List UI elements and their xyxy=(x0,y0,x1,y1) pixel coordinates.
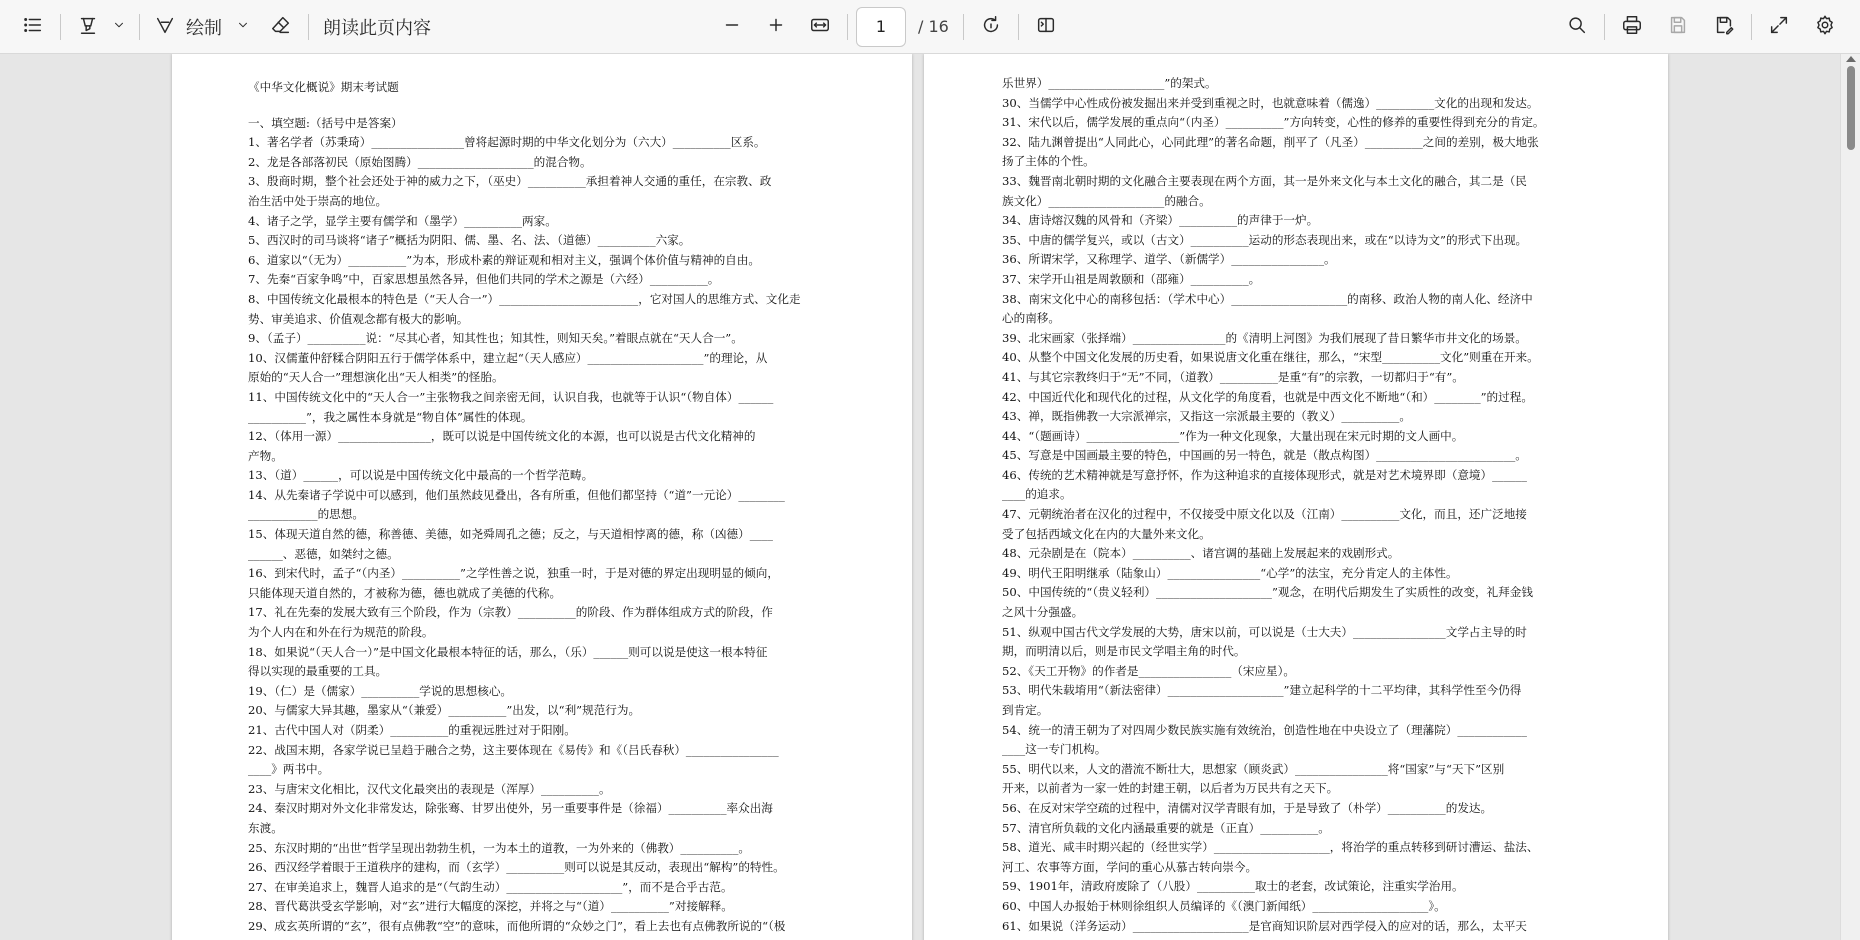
text-line: 49、明代王阳明继承（陆象山）________________“心学”的法宝，充分肯定人的主体性。 xyxy=(1002,565,1458,580)
text-line: 期，而明清以后，则是市民文学唱主角的时代。 xyxy=(1002,644,1246,659)
text-line: 12、（体用一源）________________，既可以说是中国传统文化的本源，也可以说是古代文化精神的 xyxy=(248,429,756,444)
text-line: 得以实现的最重要的工具。 xyxy=(248,664,388,679)
page-view-icon xyxy=(1035,14,1057,40)
chevron-down-icon xyxy=(112,17,126,36)
text-line: 38、南宋文化中心的南移包括：（学术中心）____________________的南移、政治人物的南人化、经济中 xyxy=(1002,291,1533,306)
vertical-scrollbar[interactable] xyxy=(1840,54,1860,940)
text-line: 61、如果说（洋务运动）____________________是官商知识阶层对西学侵入的应对的话，那么，太平天 xyxy=(1002,918,1527,933)
highlighter-icon xyxy=(77,14,99,40)
toolbar-divider xyxy=(308,14,309,40)
text-line: 原始的“天人合一”理想演化出“天人相类”的怪胎。 xyxy=(248,370,504,385)
pdf-page-1 xyxy=(172,54,912,940)
save-as-icon xyxy=(1713,14,1735,40)
text-line: 24、秦汉时期对外文化非常发达，除张骞、甘罗出使外，另一重要事件是（徐福）__________率众出海 xyxy=(248,801,773,816)
text-line: 35、中唐的儒学复兴，或以（古文）__________运动的形态表现出来，或在“以诗为文”的形式下出现。 xyxy=(1002,232,1528,247)
draw-options-button[interactable] xyxy=(228,8,258,46)
text-line: 产物。 xyxy=(248,448,283,463)
text-line: 乐世界）____________________”的架式。 xyxy=(1002,76,1217,90)
text-line: 22、战国末期，各家学说已呈趋于融合之势，这主要体现在《易传》和《（吕氏春秋）________________ xyxy=(248,742,779,757)
read-aloud-label: 朗读此页内容 xyxy=(323,17,431,39)
text-line: 21、古代中国人对（阴柔）__________的重视远胜过对于阳刚。 xyxy=(248,723,576,737)
eraser-icon xyxy=(270,14,292,40)
text-line: 51、纵观中国古代文学发展的大势，唐宋以前，可以说是（士大夫）________________文学占主导的时 xyxy=(1002,624,1527,639)
text-line: 16、到宋代时，孟子“（内圣）__________”之学性善之说，独重一时，于是对德的界定出现明显的倾向， xyxy=(248,566,779,581)
text-line: 13、（道）______，可以说是中国传统文化中最高的一个哲学范畴。 xyxy=(248,468,594,483)
document-viewer[interactable] xyxy=(0,54,1840,940)
text-line: 55、明代以来，人文的潜流不断壮大，思想家（顾炎武）________________将“国家”与“天下”区别 xyxy=(1002,761,1505,776)
save-as-button[interactable] xyxy=(1705,8,1743,46)
text-line: 48、元杂剧是在（院本）__________、诸宫调的基础上发展起来的戏剧形式。 xyxy=(1002,546,1400,561)
zoom-out-button[interactable] xyxy=(713,8,751,46)
spacer xyxy=(248,98,854,114)
text-line: 族文化）____________________的融合。 xyxy=(1002,193,1211,208)
read-aloud-button[interactable] xyxy=(317,8,437,46)
text-line: 开来，以前者为一家一姓的封建王朝，以后者为万民共有之天下。 xyxy=(1002,781,1339,796)
text-line: 17、礼在先秦的发展大致有三个阶段，作为（宗教）__________的阶段、作为群体组成方式的阶段，作 xyxy=(248,605,773,620)
print-button[interactable] xyxy=(1613,8,1651,46)
text-line: 扬了主体的个性。 xyxy=(1002,154,1095,169)
search-icon xyxy=(1566,14,1588,40)
draw-button[interactable] xyxy=(148,8,228,46)
toolbar-divider xyxy=(1018,14,1019,40)
text-line: 44、“（题画诗）________________”作为一种文化现象，大量出现在宋元时期的文人画中。 xyxy=(1002,428,1464,443)
scroll-up-icon[interactable] xyxy=(1846,56,1856,62)
text-line: 只能体现天道自然的，才被称为德，德也就成了美德的代称。 xyxy=(248,585,562,600)
text-line: ______、恶德，如桀纣之德。 xyxy=(248,546,399,561)
text-line: 15、体现天道自然的德，称善德、美德，如尧舜周孔之德；反之，与天道相悖离的德，称（凶德）____ xyxy=(248,527,773,542)
text-line: 33、魏晋南北朝时期的文化融合主要表现在两个方面，其一是外来文化与本土文化的融合，其二是（民 xyxy=(1002,173,1527,188)
text-line: 受了包括西域文化在内的大量外来文化。 xyxy=(1002,526,1211,541)
text-line: 39、北宋画家（张择端）________________的《清明上河图》为我们展现了昔日繁华市井文化的场景。 xyxy=(1002,330,1527,345)
toolbar-divider xyxy=(139,14,140,40)
text-line: 8、中国传统文化最根本的特色是（“天人合一”）________________________，它对国人的思维方式、文化走 xyxy=(248,291,801,306)
draw-label: 绘制 xyxy=(186,17,222,39)
text-line: 50、中国传统的“（贵义轻利）____________________”观念，在明代后期发生了实质性的改变，礼拜金钱 xyxy=(1002,585,1533,600)
text-line: 30、当儒学中心性成份被发掘出来并受到重视之时，也就意味着（儒逸）__________文化的出现和发达。 xyxy=(1002,95,1539,110)
print-icon xyxy=(1621,14,1643,40)
highlight-button[interactable] xyxy=(69,8,107,46)
text-line: 9、（孟子）__________说：“尽其心者，知其性也；知其性，则知天矣。”着眼点就在“天人合一”。 xyxy=(248,331,743,346)
text-line: 14、从先秦诸子学说中可以感到，他们虽然歧见叠出，各有所重，但他们都坚持（“道”一元论）________ xyxy=(248,487,785,502)
highlight-options-button[interactable] xyxy=(107,8,131,46)
rotate-icon xyxy=(980,14,1002,40)
text-line: 53、明代朱载堉用“（新法密律）____________________”建立起科学的十二平均律，其科学性至今仍得 xyxy=(1002,683,1522,698)
chevron-down-icon xyxy=(236,17,250,36)
text-line: ____________的思想。 xyxy=(248,507,364,522)
text-line: 一、填空题:（括号中是答案） xyxy=(248,115,403,130)
toolbar-divider xyxy=(847,14,848,40)
text-line: ____这一专门机构。 xyxy=(1002,742,1107,757)
text-line: ____》两书中。 xyxy=(248,762,330,777)
text-line: 60、中国人办报始于林则徐组织人员编译的《（澳门新闻纸）____________________》。 xyxy=(1002,898,1446,913)
text-line: 3、殷商时期，整个社会还处于神的威力之下，（巫史）__________承担着神人交通的重任，在宗教、政 xyxy=(248,174,772,189)
save-button[interactable] xyxy=(1659,8,1697,46)
text-line: 势、审美追求、价值观念都有极大的影响。 xyxy=(248,311,469,326)
zoom-in-button[interactable] xyxy=(757,8,795,46)
text-line: 4、诸子之学，显学主要有儒学和（墨学）__________两家。 xyxy=(248,213,557,228)
text-line: 2、龙是各部落初民（原始图腾）____________________的混合物。 xyxy=(248,154,592,169)
text-line: 23、与唐宋文化相比，汉代文化最突出的表现是（浑厚）__________。 xyxy=(248,781,611,796)
text-line: 41、与其它宗教终归于“无”不同，（道教）__________是重“有”的宗教，一切都归于“有”。 xyxy=(1002,369,1464,384)
erase-button[interactable] xyxy=(262,8,300,46)
text-line: 26、西汉经学着眼于王道秩序的建构，而（玄学）__________则可以说是其反动，表现出“解构”的特性。 xyxy=(248,860,785,875)
text-line: 之风十分强盛。 xyxy=(1002,605,1084,620)
toolbar-divider xyxy=(963,14,964,40)
text-line: 56、在反对宋学空疏的过程中，清儒对汉学青眼有加，于是导致了（朴学）__________的发达。 xyxy=(1002,800,1493,815)
text-line: 为个人内在和外在行为规范的阶段。 xyxy=(248,625,434,640)
save-icon xyxy=(1667,14,1689,40)
minus-icon xyxy=(721,14,743,40)
rotate-button[interactable] xyxy=(972,8,1010,46)
page-number-input[interactable] xyxy=(856,7,906,47)
text-line: 45、写意是中国画最主要的特色，中国画的另一特色，就是（散点构图）________________________。 xyxy=(1002,448,1527,463)
text-line: 10、汉儒董仲舒糅合阴阳五行于儒学体系中，建立起“（天人感应）____________________”的理论，从 xyxy=(248,350,768,365)
text-line: 54、统一的清王朝为了对四周少数民族实施有效统治，创造性地在中央设立了（理藩院）____________ xyxy=(1002,722,1527,737)
settings-button[interactable] xyxy=(1806,8,1844,46)
search-button[interactable] xyxy=(1558,8,1596,46)
text-line: 58、道光、咸丰时期兴起的（经世实学）____________________，将治学的重点转移到研讨漕运、盐法、 xyxy=(1002,840,1539,855)
text-line: 到肯定。 xyxy=(1002,703,1049,717)
text-line: 河工、农事等方面，学问的重心从慕古转向崇今。 xyxy=(1002,859,1258,874)
text-line: 18、如果说“（天人合一）”是中国文化最根本特征的话，那么，（乐）______则可以说是使这一根本特征 xyxy=(248,644,768,659)
text-line: 47、元朝统治者在汉化的过程中，不仅接受中原文化以及（江南）__________文化，而且，还广泛地接 xyxy=(1002,507,1527,522)
text-line: 43、禅，既指佛教一大宗派禅宗，又指这一宗派最主要的（教义）__________。 xyxy=(1002,409,1411,424)
text-line: 46、传统的艺术精神就是写意抒怀，作为这种追求的直接体现形式，就是对艺术境界即（意境）______ xyxy=(1002,467,1527,482)
text-line: 28、晋代葛洪受玄学影响，对“玄”进行大幅度的深挖，并将之与“（道）__________”对接解释。 xyxy=(248,899,733,914)
page-2-text xyxy=(1002,74,1610,936)
page-total-label: / 16 xyxy=(918,17,949,36)
text-line: 1、著名学者（苏秉琦）________________曾将起源时期的中华文化划分为（六大）__________区系。 xyxy=(248,135,766,150)
plus-icon xyxy=(765,14,787,40)
gear-icon xyxy=(1814,14,1836,40)
text-line: 6、道家以“（无为）__________”为本，形成朴素的辩证观和相对主义，强调个体价值与精神的自由。 xyxy=(248,252,760,267)
pen-icon xyxy=(154,14,176,40)
document-title: 《中华文化概说》期末考试题 xyxy=(248,80,399,94)
text-line: 34、唐诗熔汉魏的风骨和（齐梁）__________的声律于一炉。 xyxy=(1002,213,1319,228)
text-line: 心的南移。 xyxy=(1002,311,1060,326)
text-line: 20、与儒家大异其趣，墨家从“（兼爱）__________”出发，以“利”规范行为。 xyxy=(248,703,641,718)
list-icon xyxy=(22,14,44,40)
scroll-thumb[interactable] xyxy=(1847,66,1855,150)
pdf-toolbar xyxy=(0,0,1860,54)
text-line: 25、东汉时期的“出世”哲学呈现出勃勃生机，一为本土的道教，一为外来的（佛教）__________。 xyxy=(248,840,750,855)
text-line: 32、陆九渊曾提出“人同此心，心同此理”的著名命题，削平了（凡圣）__________之间的差别，极大地张 xyxy=(1002,134,1539,149)
text-line: __________”，我之属性本身就是“物自体”属性的体现。 xyxy=(248,409,533,424)
expand-icon xyxy=(1768,14,1790,40)
text-line: 42、中国近代化和现代化的过程，从文化学的角度看，也就是中西文化不断地“（和）________”的过程。 xyxy=(1002,389,1533,404)
contents-button[interactable] xyxy=(14,8,52,46)
text-line: 40、从整个中国文化发展的历史看，如果说唐文化重在继往，那么，“宋型__________文化”则重在开来。 xyxy=(1002,350,1539,365)
page-1-text xyxy=(248,114,854,937)
text-line: 59、1901年，清政府废除了（八股）__________取士的老套，改试策论，注重实学治用。 xyxy=(1002,879,1464,894)
text-line: 7、先秦“百家争鸣”中，百家思想虽然各异，但他们共同的学术之源是（六经）__________。 xyxy=(248,272,720,287)
toolbar-divider xyxy=(60,14,61,40)
text-line: 11、中国传统文化中的“天人合一”主张物我之间亲密无间，认识自我，也就等于认识“（物自体）______ xyxy=(248,389,774,404)
text-line: 27、在审美追求上，魏晋人追求的是“（气韵生动）____________________”，而不是合乎古范。 xyxy=(248,879,733,894)
text-line: ____的追求。 xyxy=(1002,487,1072,502)
pdf-page-2 xyxy=(924,54,1668,940)
text-line: 31、宋代以后，儒学发展的重点向“（内圣）__________”方向转变，心性的修养的重要性得到充分的肯定。 xyxy=(1002,115,1545,130)
text-line: 29、成玄英所谓的“玄”，很有点佛教“空”的意味，而他所谓的“众妙之门”，看上去也有点佛教所说的“（极 xyxy=(248,918,786,933)
toolbar-divider xyxy=(1751,14,1752,40)
text-line: 37、宋学开山祖是周敦颐和（邵雍）__________。 xyxy=(1002,271,1261,286)
text-line: 5、西汉时的司马谈将“诸子”概括为阴阳、儒、墨、名、法、（道德）__________六家。 xyxy=(248,233,691,248)
text-line: 19、（仁）是（儒家）__________学说的思想核心。 xyxy=(248,683,513,698)
text-line: 52、《天工开物》的作者是________________（宋应星）。 xyxy=(1002,663,1295,678)
text-line: 治生活中处于崇高的地位。 xyxy=(248,193,388,208)
page-view-button[interactable] xyxy=(1027,8,1065,46)
toolbar-divider xyxy=(1604,14,1605,40)
text-line: 东渡。 xyxy=(248,820,283,835)
text-line: 36、所谓宋学，又称理学、道学、（新儒学）________________。 xyxy=(1002,252,1336,267)
text-line: 57、清官所负载的文化内涵最重要的就是（正直）__________。 xyxy=(1002,820,1330,835)
fit-width-icon xyxy=(809,14,831,40)
fullscreen-button[interactable] xyxy=(1760,8,1798,46)
fit-width-button[interactable] xyxy=(801,8,839,46)
